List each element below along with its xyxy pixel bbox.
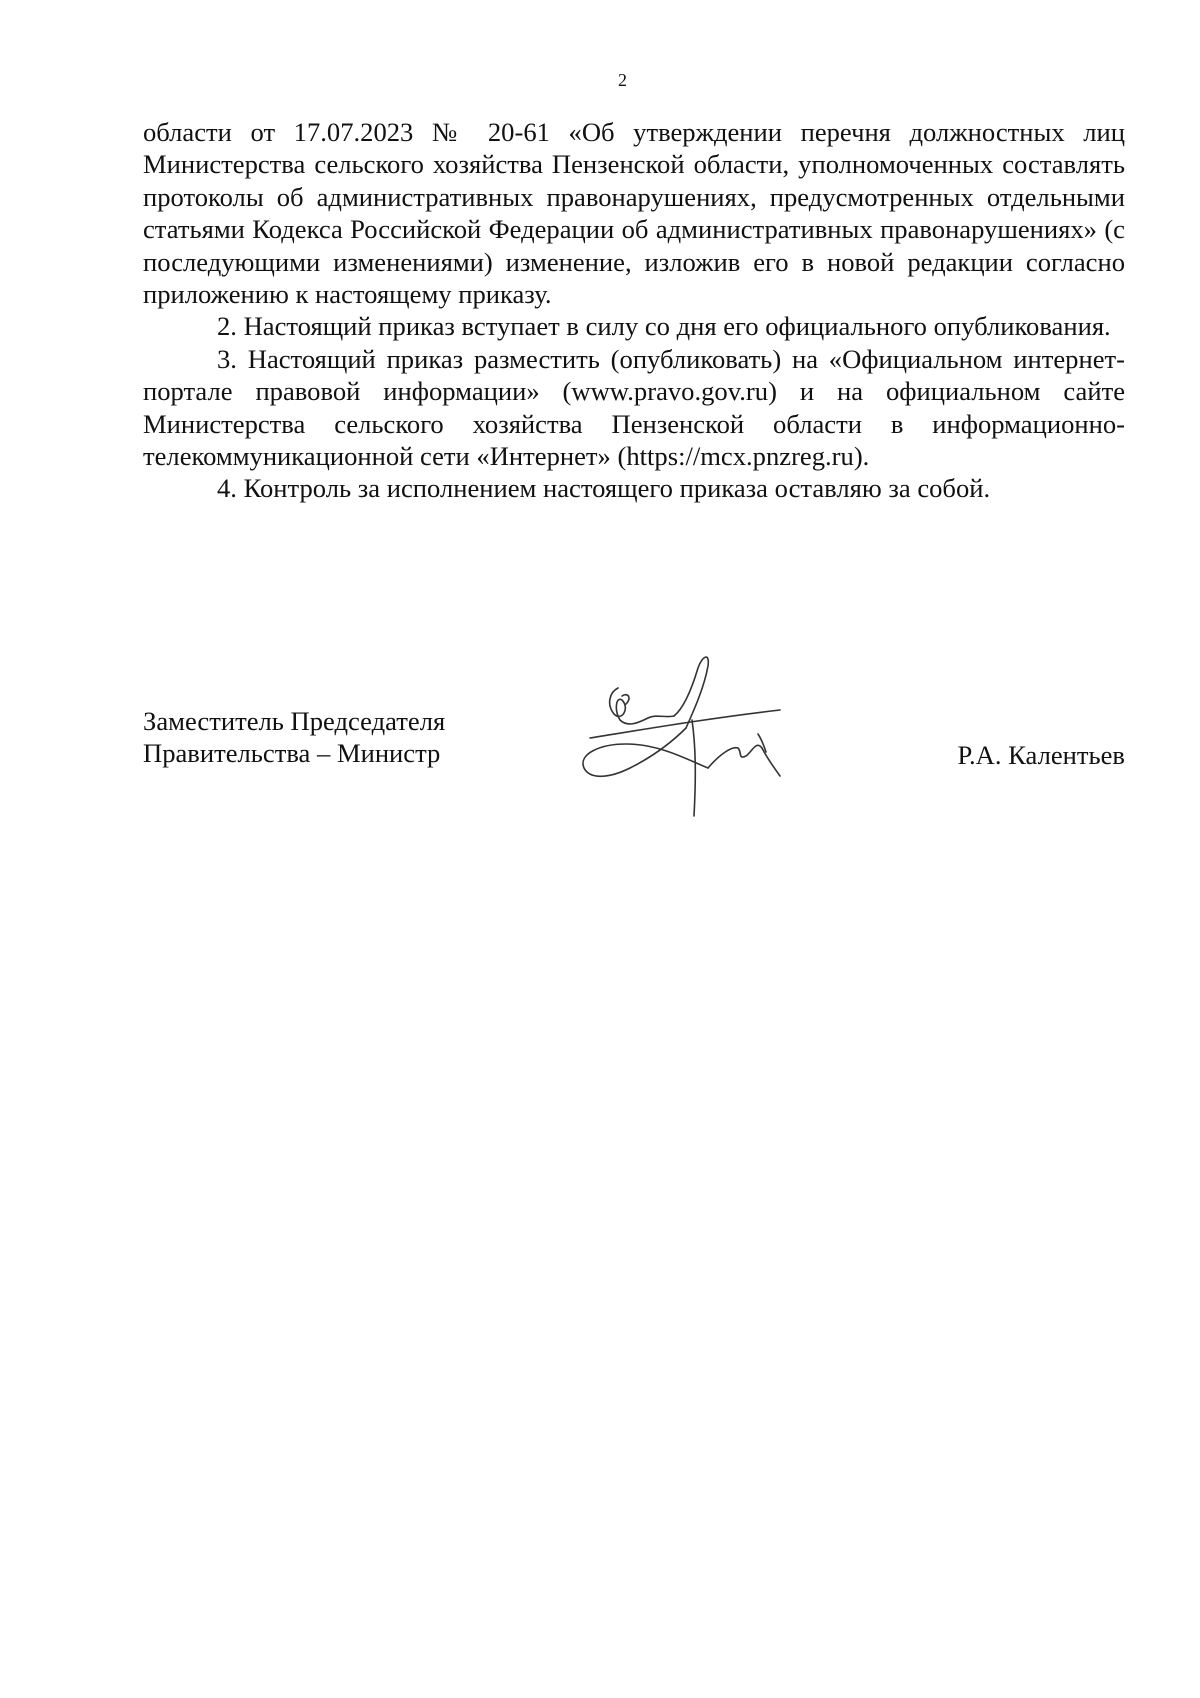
document-body [143, 116, 1125, 505]
signer-title-line-1: Заместитель Председателя [143, 706, 446, 736]
signer-title [143, 705, 445, 770]
page-number: 2 [618, 70, 627, 90]
signer-title-line-2: Правительства – Министр [143, 738, 441, 769]
paragraph-4: 4. Контроль за исполнением настоящего приказа оставляю за собой. [217, 473, 991, 504]
paragraph-2: 2. Настоящий приказ вступает в силу со дня его официального опубликования. [217, 311, 1111, 342]
signer-name: Р.А. Калентьев [957, 740, 1125, 770]
paragraph-1: области от 17.07.2023 № 20-61 «Об утверждении перечня должностных лиц Министерства сельского хозяйства Пензенской области, уполномоченных составлять протоколы об административных правонарушениях, предусмотренных отдельными статьями Кодекса Российской Федерации об административных правонарушениях» (с последующими изменениями) изменение, изложив его в новой редакции согласно приложению к настоящему приказу. [143, 117, 1125, 310]
handwritten-signature [570, 648, 830, 824]
paragraph-3: 3. Настоящий приказ разместить (опубликовать) на «Официальном интернет-портале правовой информации» (www.pravo.gov.ru) и на официальном сайте Министерства сельского хозяйства Пензенской области в информационно-телекоммуникационной сети «Интернет» (https://mcx.pnzreg.ru). [143, 343, 1125, 472]
